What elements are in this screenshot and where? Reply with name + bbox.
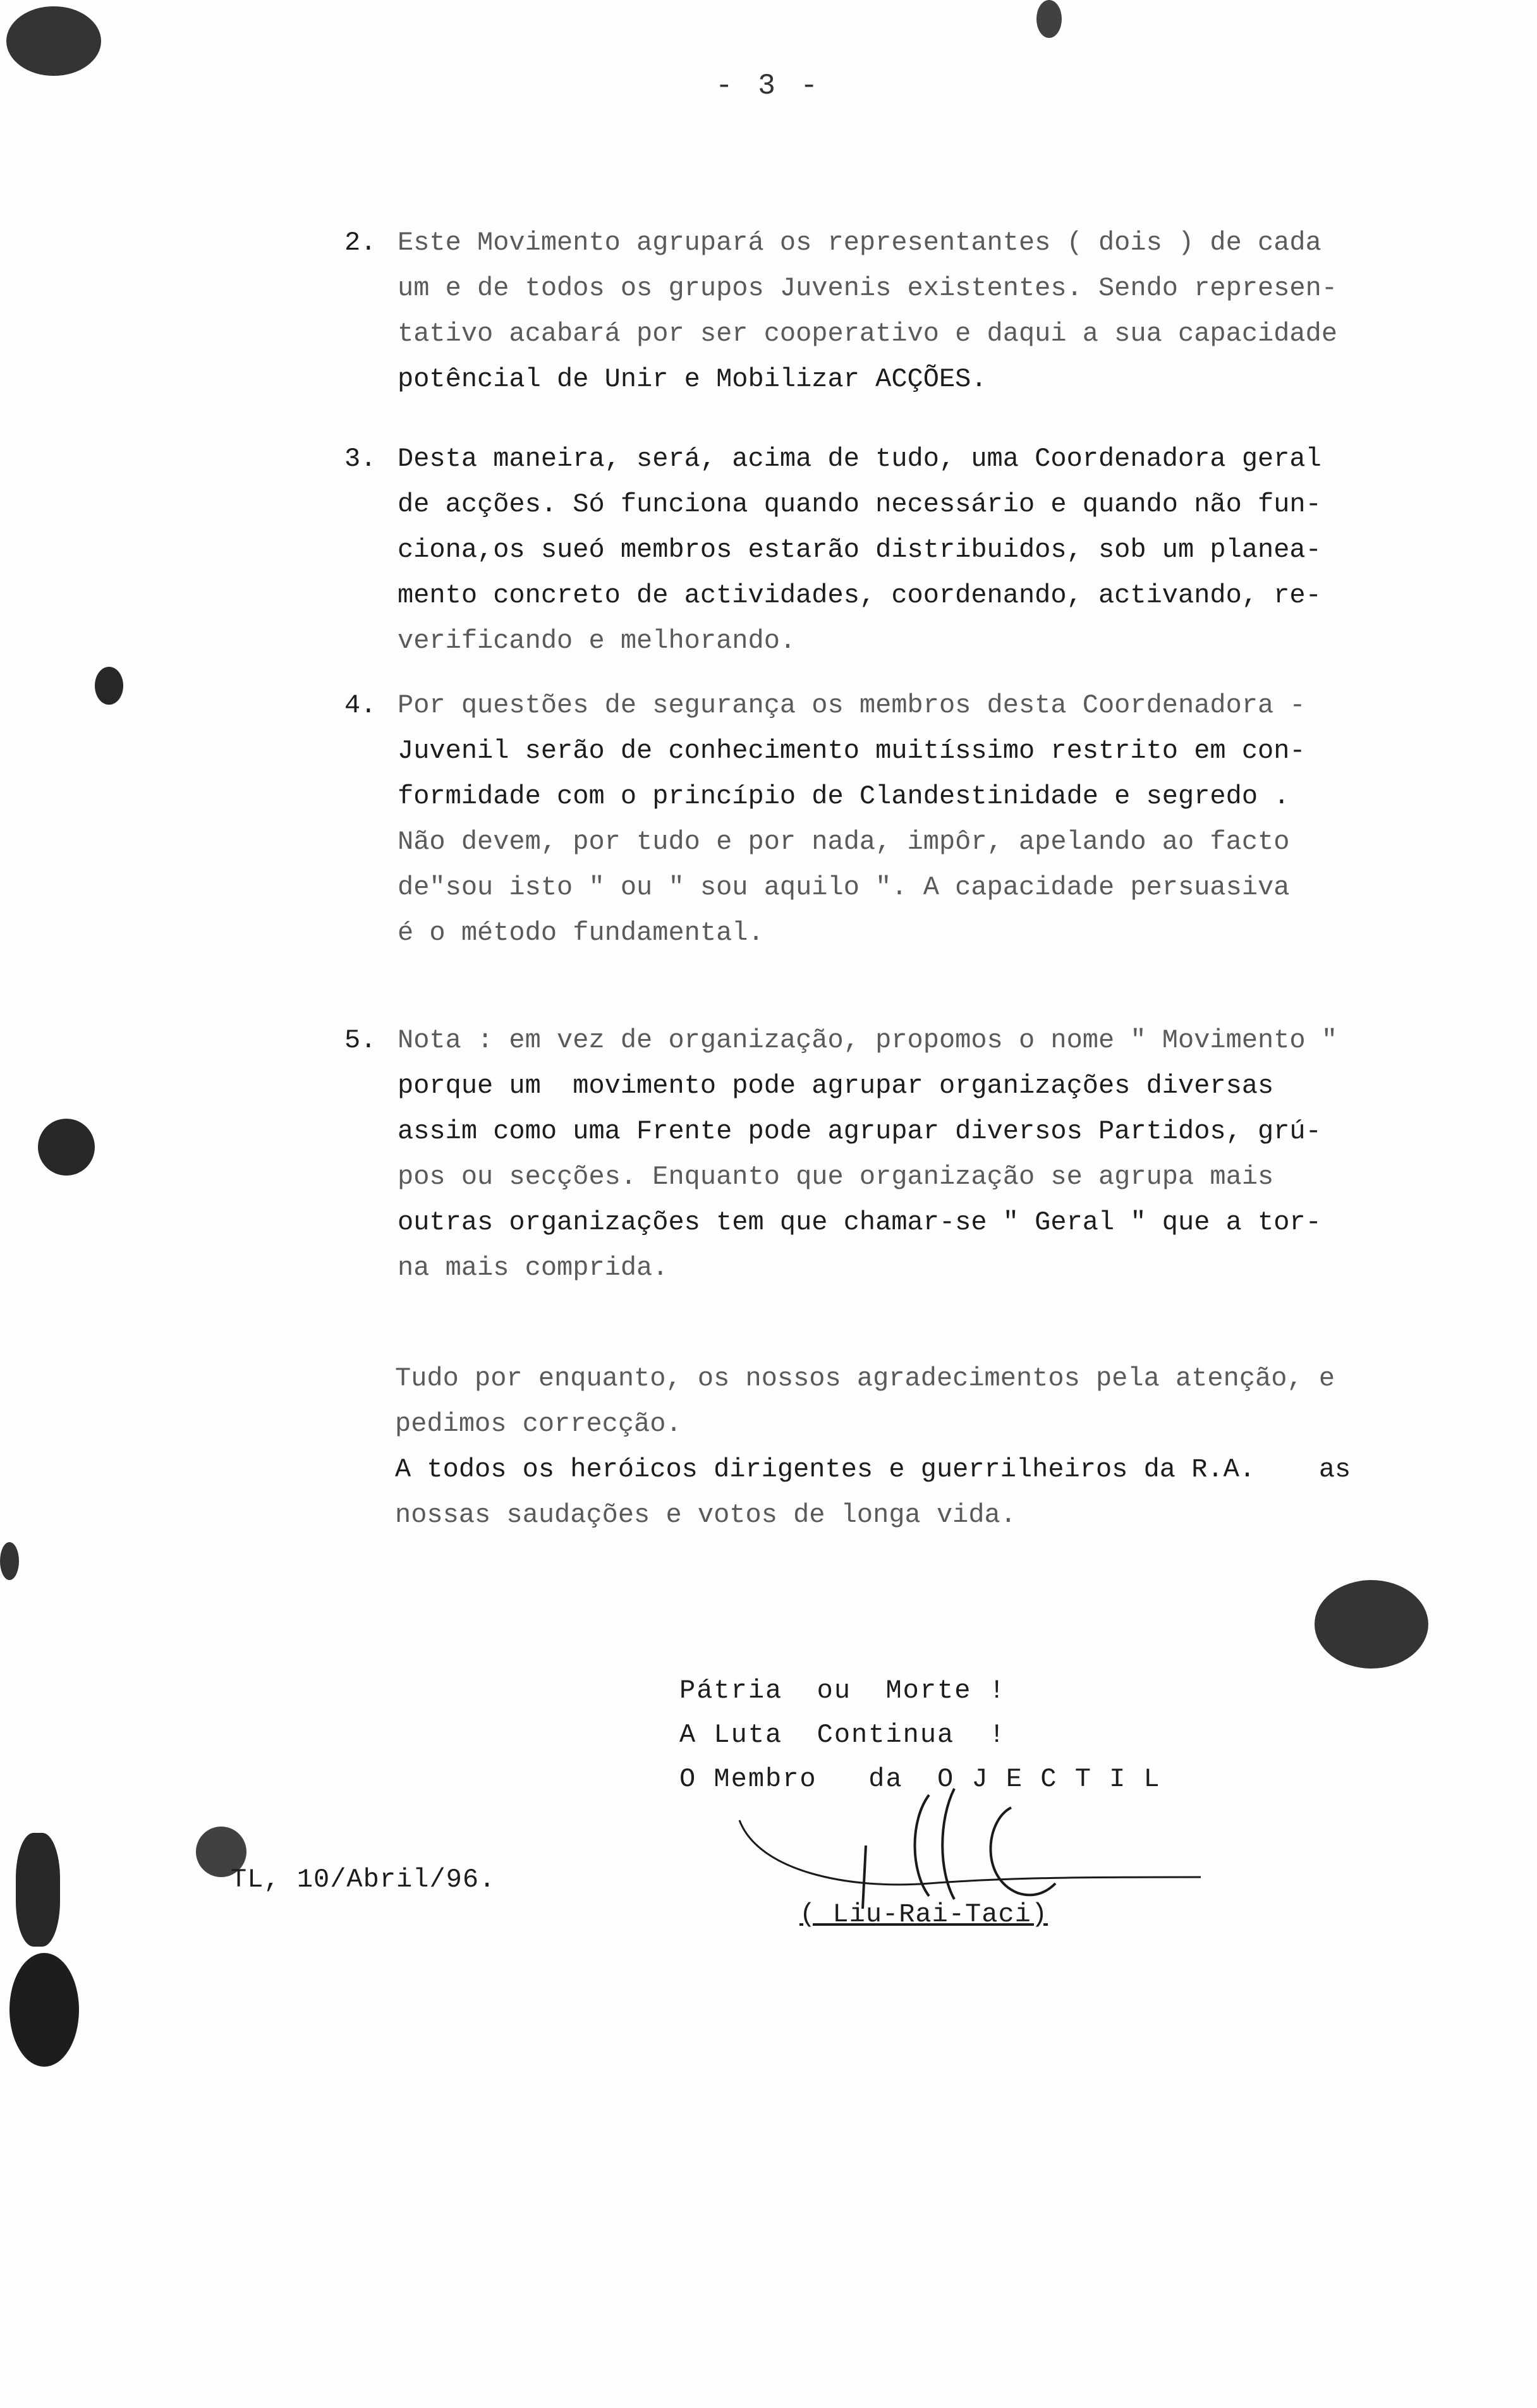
numbered-paragraph	[344, 1018, 1419, 1291]
paragraph-line: de acções. Só funciona quando necessário e quando não fun-	[398, 489, 1321, 520]
closing-line: A todos os heróicos dirigentes e guerrilheiros da R.A. as	[395, 1454, 1351, 1485]
sign-off-block	[679, 1669, 1161, 1801]
paragraph-line: Este Movimento agrupará os representantes ( dois ) de cada	[398, 228, 1321, 258]
sign-off-line: Pátria ou Morte !	[679, 1675, 1006, 1706]
ink-stain	[0, 1542, 19, 1580]
closing-line: pedimos correcção.	[395, 1409, 682, 1439]
signatory-name: ( Liu-Rai-Taci)	[799, 1899, 1048, 1930]
ink-stain	[6, 6, 101, 76]
ink-stain	[9, 1953, 79, 2067]
paragraph-line: Não devem, por tudo e por nada, impôr, apelando ao facto	[398, 827, 1290, 857]
paragraph-line: Por questões de segurança os membros desta Coordenadora -	[398, 690, 1306, 721]
ink-stain	[38, 1119, 95, 1176]
ink-stain	[1315, 1580, 1428, 1669]
page-number: - 3 -	[715, 70, 822, 102]
paragraph-line: potêncial de Unir e Mobilizar ACÇÕES.	[398, 364, 987, 394]
paragraph-line: Desta maneira, será, acima de tudo, uma Coordenadora geral	[398, 444, 1321, 474]
sign-off-line: O Membro da O J E C T I L	[679, 1764, 1161, 1794]
paragraph-line: assim como uma Frente pode agrupar diversos Partidos, grú-	[398, 1116, 1321, 1146]
paragraph-line: tativo acabará por ser cooperativo e daqui a sua capacidade	[398, 319, 1338, 349]
paragraph-line: ciona,os sueó membros estarão distribuidos, sob um planea-	[398, 535, 1321, 565]
paragraph-line: na mais comprida.	[398, 1253, 669, 1283]
paragraph-line: de"sou isto " ou " sou aquilo ". A capacidade persuasiva	[398, 872, 1290, 903]
ink-stain	[16, 1833, 60, 1947]
paragraph-line: é o método fundamental.	[398, 918, 764, 948]
sign-off-line: A Luta Continua !	[679, 1720, 1006, 1750]
paragraph-line: um e de todos os grupos Juvenis existentes. Sendo represen-	[398, 273, 1338, 303]
paragraph-number: 3.	[344, 444, 377, 474]
ink-stain	[95, 667, 123, 705]
paragraph-line: Juvenil serão de conhecimento muitíssimo restrito em con-	[398, 736, 1306, 766]
paragraph-line: porque um movimento pode agrupar organizações diversas	[398, 1071, 1274, 1101]
paragraph-line: outras organizações tem que chamar-se " Geral " que a tor-	[398, 1207, 1321, 1237]
closing-line: nossas saudações e votos de longa vida.	[395, 1500, 1016, 1530]
paragraph-number: 4.	[344, 690, 377, 721]
paragraph-line: formidade com o princípio de Clandestinidade e segredo .	[398, 781, 1290, 812]
numbered-paragraph	[344, 220, 1419, 402]
closing-paragraph	[395, 1356, 1469, 1538]
handwritten-signature	[720, 1782, 1213, 1909]
numbered-paragraph	[344, 436, 1419, 664]
closing-line: Tudo por enquanto, os nossos agradecimentos pela atenção, e	[395, 1363, 1335, 1394]
paragraph-number: 2.	[344, 228, 377, 258]
paragraph-line: verificando e melhorando.	[398, 626, 796, 656]
paragraph-line: pos ou secções. Enquanto que organização se agrupa mais	[398, 1162, 1274, 1192]
ink-stain	[1036, 0, 1062, 38]
document-date: TL, 10/Abril/96.	[231, 1864, 496, 1895]
paragraph-line: Nota : em vez de organização, propomos o nome " Movimento "	[398, 1025, 1338, 1055]
paragraph-number: 5.	[344, 1025, 377, 1055]
numbered-paragraph	[344, 683, 1419, 956]
paragraph-line: mento concreto de actividades, coordenando, activando, re-	[398, 580, 1321, 611]
